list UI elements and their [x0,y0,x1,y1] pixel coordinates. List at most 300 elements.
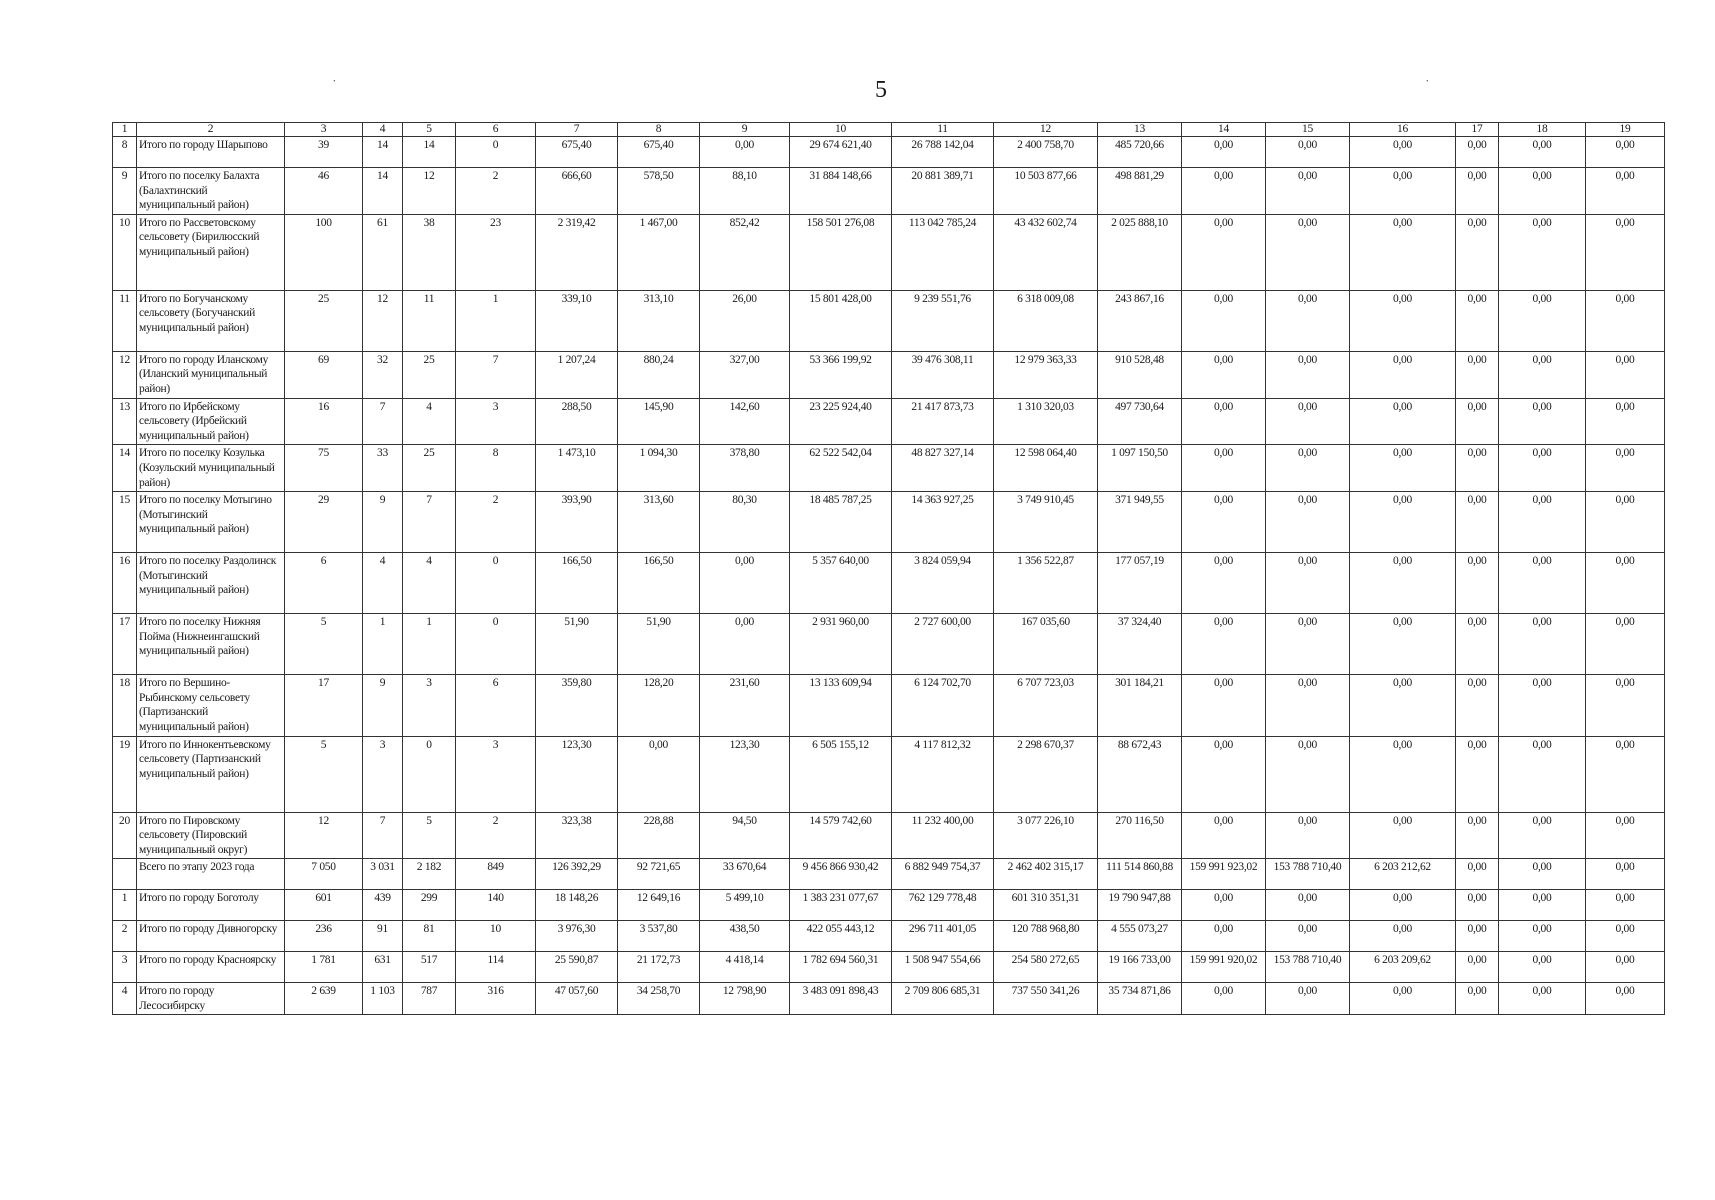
value-cell: 75 [285,445,363,492]
value-cell: 578,50 [618,168,700,215]
value-cell: 26 788 142,04 [892,137,994,168]
value-cell: 6 707 723,03 [994,675,1098,736]
value-cell: 14 [403,137,456,168]
value-cell: 0,00 [1266,398,1350,445]
value-cell: 0,00 [1350,445,1456,492]
value-cell: 5 [285,736,363,812]
value-cell: 0,00 [1182,398,1266,445]
scan-mark: ˙ [1425,78,1430,93]
value-cell: 1 097 150,50 [1098,445,1182,492]
table-row [113,290,1665,351]
value-cell: 9 [363,492,403,553]
value-cell: 0,00 [1266,168,1350,215]
row-number-cell: 11 [113,290,137,351]
value-cell: 31 884 148,66 [790,168,892,215]
value-cell: 3 824 059,94 [892,553,994,614]
value-cell: 17 [285,675,363,736]
row-name-cell: Итого по городу Боготолу [137,890,285,921]
value-cell: 359,80 [536,675,618,736]
column-number: 2 [137,123,285,137]
value-cell: 0,00 [1499,614,1586,675]
value-cell: 2 727 600,00 [892,614,994,675]
value-cell: 12 [403,168,456,215]
value-cell: 0,00 [1456,859,1499,890]
row-name-cell: Итого по поселку Раздолинск (Мотыгинский муниципальный район) [137,553,285,614]
value-cell: 0,00 [1499,214,1586,290]
value-cell: 158 501 276,08 [790,214,892,290]
value-cell: 3 483 091 898,43 [790,983,892,1015]
value-cell: 0,00 [1456,445,1499,492]
value-cell: 0,00 [1586,168,1665,215]
value-cell: 0,00 [1182,290,1266,351]
value-cell: 14 363 927,25 [892,492,994,553]
value-cell: 3 031 [363,859,403,890]
value-cell: 25 [403,351,456,398]
value-cell: 0,00 [1350,290,1456,351]
column-number: 18 [1499,123,1586,137]
value-cell: 88,10 [700,168,790,215]
value-cell: 12 798,90 [700,983,790,1015]
value-cell: 0,00 [1266,214,1350,290]
value-cell: 177 057,19 [1098,553,1182,614]
row-name-cell: Итого по городу Дивногорску [137,921,285,952]
value-cell: 0,00 [1350,614,1456,675]
value-cell: 43 432 602,74 [994,214,1098,290]
value-cell: 1 782 694 560,31 [790,952,892,983]
column-number: 11 [892,123,994,137]
value-cell: 601 [285,890,363,921]
value-cell: 39 [285,137,363,168]
value-cell: 497 730,64 [1098,398,1182,445]
value-cell: 26,00 [700,290,790,351]
column-number: 9 [700,123,790,137]
value-cell: 3 [403,675,456,736]
value-cell: 11 [403,290,456,351]
value-cell: 0,00 [1499,859,1586,890]
value-cell: 128,20 [618,675,700,736]
value-cell: 0,00 [700,614,790,675]
value-cell: 0,00 [1586,492,1665,553]
value-cell: 601 310 351,31 [994,890,1098,921]
value-cell: 0,00 [1350,553,1456,614]
value-cell: 0,00 [1266,675,1350,736]
value-cell: 37 324,40 [1098,614,1182,675]
value-cell: 0,00 [1182,445,1266,492]
row-number-cell: 1 [113,890,137,921]
value-cell: 10 [456,921,536,952]
value-cell: 880,24 [618,351,700,398]
value-cell: 25 [403,445,456,492]
value-cell: 296 711 401,05 [892,921,994,952]
value-cell: 4 [363,553,403,614]
value-cell: 0,00 [1586,890,1665,921]
table-row [113,553,1665,614]
value-cell: 0,00 [1456,168,1499,215]
value-cell: 0,00 [1266,351,1350,398]
value-cell: 167 035,60 [994,614,1098,675]
value-cell: 2 319,42 [536,214,618,290]
row-name-cell: Итого по поселку Мотыгино (Мотыгинский муниципальный район) [137,492,285,553]
value-cell: 0,00 [1266,445,1350,492]
value-cell: 0,00 [1182,736,1266,812]
value-cell: 92 721,65 [618,859,700,890]
table-row [113,214,1665,290]
value-cell: 3 077 226,10 [994,812,1098,859]
column-number: 13 [1098,123,1182,137]
value-cell: 18 148,26 [536,890,618,921]
row-number-cell: 15 [113,492,137,553]
value-cell: 6 505 155,12 [790,736,892,812]
table-row [113,445,1665,492]
value-cell: 1 310 320,03 [994,398,1098,445]
value-cell: 675,40 [536,137,618,168]
value-cell: 47 057,60 [536,983,618,1015]
value-cell: 0,00 [1499,675,1586,736]
value-cell: 94,50 [700,812,790,859]
value-cell: 1 [403,614,456,675]
value-cell: 9 [363,675,403,736]
value-cell: 0,00 [1266,553,1350,614]
value-cell: 5 [403,812,456,859]
value-cell: 299 [403,890,456,921]
table-row [113,614,1665,675]
value-cell: 0,00 [1586,952,1665,983]
value-cell: 91 [363,921,403,952]
value-cell: 393,90 [536,492,618,553]
value-cell: 88 672,43 [1098,736,1182,812]
value-cell: 0,00 [1499,890,1586,921]
value-cell: 12 [285,812,363,859]
value-cell: 0,00 [1350,890,1456,921]
value-cell: 498 881,29 [1098,168,1182,215]
value-cell: 327,00 [700,351,790,398]
value-cell: 6 203 209,62 [1350,952,1456,983]
value-cell: 0,00 [1586,736,1665,812]
value-cell: 14 579 742,60 [790,812,892,859]
column-number: 5 [403,123,456,137]
value-cell: 0,00 [1456,890,1499,921]
value-cell: 0,00 [1586,398,1665,445]
value-cell: 422 055 443,12 [790,921,892,952]
value-cell: 21 417 873,73 [892,398,994,445]
value-cell: 12 979 363,33 [994,351,1098,398]
value-cell: 39 476 308,11 [892,351,994,398]
table-row [113,983,1665,1015]
value-cell: 0,00 [1182,351,1266,398]
column-number: 19 [1586,123,1665,137]
row-number-cell: 13 [113,398,137,445]
value-cell: 0,00 [1456,137,1499,168]
value-cell: 0,00 [1456,983,1499,1015]
value-cell: 23 [456,214,536,290]
value-cell: 0,00 [1499,492,1586,553]
row-number-cell: 10 [113,214,137,290]
value-cell: 0 [456,553,536,614]
value-cell: 51,90 [536,614,618,675]
row-number-cell: 3 [113,952,137,983]
value-cell: 0,00 [1350,812,1456,859]
value-cell: 0,00 [1586,983,1665,1015]
value-cell: 0,00 [1499,398,1586,445]
value-cell: 0,00 [1499,921,1586,952]
value-cell: 0,00 [1182,812,1266,859]
value-cell: 35 734 871,86 [1098,983,1182,1015]
value-cell: 2 182 [403,859,456,890]
value-cell: 29 674 621,40 [790,137,892,168]
value-cell: 0,00 [1266,736,1350,812]
value-cell: 0,00 [1456,553,1499,614]
value-cell: 0,00 [1350,983,1456,1015]
value-cell: 38 [403,214,456,290]
value-cell: 0,00 [1499,290,1586,351]
value-cell: 32 [363,351,403,398]
row-name-cell: Итого по поселку Козулька (Козульский муниципальный район) [137,445,285,492]
value-cell: 0,00 [1266,614,1350,675]
value-cell: 666,60 [536,168,618,215]
value-cell: 0,00 [1499,952,1586,983]
value-cell: 4 [403,553,456,614]
value-cell: 123,30 [700,736,790,812]
value-cell: 123,30 [536,736,618,812]
value-cell: 0,00 [1456,492,1499,553]
value-cell: 7 [363,812,403,859]
value-cell: 7 [456,351,536,398]
value-cell: 3 [363,736,403,812]
value-cell: 7 [403,492,456,553]
row-number-cell: 14 [113,445,137,492]
value-cell: 0,00 [1266,812,1350,859]
value-cell: 9 239 551,76 [892,290,994,351]
value-cell: 0,00 [1266,983,1350,1015]
value-cell: 140 [456,890,536,921]
value-cell: 0,00 [1586,445,1665,492]
value-cell: 8 [456,445,536,492]
value-cell: 1 473,10 [536,445,618,492]
row-number-cell: 16 [113,553,137,614]
table-row [113,859,1665,890]
value-cell: 20 881 389,71 [892,168,994,215]
row-number-cell: 2 [113,921,137,952]
value-cell: 4 117 812,32 [892,736,994,812]
value-cell: 0,00 [1350,214,1456,290]
value-cell: 46 [285,168,363,215]
value-cell: 3 [456,398,536,445]
value-cell: 33 [363,445,403,492]
value-cell: 12 598 064,40 [994,445,1098,492]
value-cell: 371 949,55 [1098,492,1182,553]
table-row [113,168,1665,215]
value-cell: 270 116,50 [1098,812,1182,859]
value-cell: 0,00 [1182,168,1266,215]
row-number-cell: 17 [113,614,137,675]
value-cell: 0,00 [1350,736,1456,812]
value-cell: 11 232 400,00 [892,812,994,859]
row-name-cell: Итого по поселку Нижняя Пойма (Нижнеингашский муниципальный район) [137,614,285,675]
value-cell: 29 [285,492,363,553]
value-cell: 18 485 787,25 [790,492,892,553]
table-row [113,398,1665,445]
value-cell: 1 508 947 554,66 [892,952,994,983]
value-cell: 4 418,14 [700,952,790,983]
row-name-cell: Итого по Богучанскому сельсовету (Богучанский муниципальный район) [137,290,285,351]
value-cell: 1 [363,614,403,675]
value-cell: 33 670,64 [700,859,790,890]
table-row [113,492,1665,553]
value-cell: 0,00 [1182,214,1266,290]
value-cell: 316 [456,983,536,1015]
value-cell: 53 366 199,92 [790,351,892,398]
value-cell: 0,00 [1456,214,1499,290]
value-cell: 1 356 522,87 [994,553,1098,614]
value-cell: 7 [363,398,403,445]
value-cell: 0,00 [700,137,790,168]
value-cell: 0,00 [1456,952,1499,983]
value-cell: 145,90 [618,398,700,445]
value-cell: 0,00 [1182,921,1266,952]
value-cell: 0,00 [1586,553,1665,614]
table-row [113,736,1665,812]
value-cell: 25 590,87 [536,952,618,983]
value-cell: 313,60 [618,492,700,553]
value-cell: 0,00 [1350,168,1456,215]
row-number-cell: 8 [113,137,137,168]
value-cell: 0,00 [1182,675,1266,736]
value-cell: 438,50 [700,921,790,952]
value-cell: 81 [403,921,456,952]
value-cell: 0,00 [1586,859,1665,890]
value-cell: 378,80 [700,445,790,492]
row-name-cell: Всего по этапу 2023 года [137,859,285,890]
value-cell: 0,00 [1266,137,1350,168]
value-cell: 120 788 968,80 [994,921,1098,952]
value-cell: 159 991 920,02 [1182,952,1266,983]
row-name-cell: Итого по городу Шарыпово [137,137,285,168]
table-row [113,890,1665,921]
row-number-cell: 9 [113,168,137,215]
value-cell: 1 781 [285,952,363,983]
value-cell: 0 [456,137,536,168]
column-number: 12 [994,123,1098,137]
value-cell: 126 392,29 [536,859,618,890]
value-cell: 0 [403,736,456,812]
value-cell: 25 [285,290,363,351]
value-cell: 254 580 272,65 [994,952,1098,983]
value-cell: 14 [363,168,403,215]
value-cell: 4 [403,398,456,445]
value-cell: 0,00 [1182,890,1266,921]
value-cell: 6 [456,675,536,736]
value-cell: 0 [456,614,536,675]
column-number: 16 [1350,123,1456,137]
value-cell: 231,60 [700,675,790,736]
value-cell: 5 499,10 [700,890,790,921]
row-name-cell: Итого по Пировскому сельсовету (Пировский муниципальный округ) [137,812,285,859]
value-cell: 2 709 806 685,31 [892,983,994,1015]
value-cell: 1 207,24 [536,351,618,398]
column-number: 10 [790,123,892,137]
value-cell: 0,00 [1586,290,1665,351]
value-cell: 0,00 [1350,137,1456,168]
page-number: 5 [875,77,887,103]
value-cell: 6 [285,553,363,614]
column-number-row [113,123,1665,137]
value-cell: 0,00 [1266,890,1350,921]
value-cell: 0,00 [1182,137,1266,168]
column-number: 8 [618,123,700,137]
column-number: 15 [1266,123,1350,137]
value-cell: 142,60 [700,398,790,445]
value-cell: 0,00 [1266,921,1350,952]
value-cell: 5 [285,614,363,675]
value-cell: 114 [456,952,536,983]
value-cell: 0,00 [1182,983,1266,1015]
row-number-cell: 4 [113,983,137,1015]
value-cell: 12 649,16 [618,890,700,921]
row-name-cell: Итого по Иннокентьевскому сельсовету (Партизанский муниципальный район) [137,736,285,812]
value-cell: 69 [285,351,363,398]
value-cell: 0,00 [1266,492,1350,553]
value-cell: 62 522 542,04 [790,445,892,492]
value-cell: 0,00 [1182,553,1266,614]
value-cell: 0,00 [1456,736,1499,812]
value-cell: 0,00 [1586,675,1665,736]
value-cell: 762 129 778,48 [892,890,994,921]
value-cell: 485 720,66 [1098,137,1182,168]
row-number-cell [113,859,137,890]
value-cell: 0,00 [1586,351,1665,398]
value-cell: 16 [285,398,363,445]
value-cell: 910 528,48 [1098,351,1182,398]
value-cell: 2 [456,812,536,859]
value-cell: 0,00 [1456,351,1499,398]
value-cell: 100 [285,214,363,290]
value-cell: 0,00 [1499,445,1586,492]
value-cell: 19 790 947,88 [1098,890,1182,921]
value-cell: 15 801 428,00 [790,290,892,351]
value-cell: 1 [456,290,536,351]
value-cell: 2 298 670,37 [994,736,1098,812]
value-cell: 2 [456,492,536,553]
value-cell: 111 514 860,88 [1098,859,1182,890]
value-cell: 159 991 923,02 [1182,859,1266,890]
value-cell: 849 [456,859,536,890]
value-cell: 153 788 710,40 [1266,859,1350,890]
value-cell: 0,00 [1499,168,1586,215]
data-table [112,122,1665,1015]
value-cell: 0,00 [1499,137,1586,168]
value-cell: 1 103 [363,983,403,1015]
value-cell: 1 094,30 [618,445,700,492]
value-cell: 14 [363,137,403,168]
value-cell: 0,00 [1586,921,1665,952]
table-row [113,812,1665,859]
table-row [113,921,1665,952]
value-cell: 0,00 [1499,736,1586,812]
value-cell: 5 357 640,00 [790,553,892,614]
value-cell: 0,00 [1456,812,1499,859]
value-cell: 852,42 [700,214,790,290]
column-number: 17 [1456,123,1499,137]
table-row [113,351,1665,398]
table-row [113,952,1665,983]
value-cell: 0,00 [1586,214,1665,290]
value-cell: 166,50 [618,553,700,614]
row-number-cell: 12 [113,351,137,398]
value-cell: 4 555 073,27 [1098,921,1182,952]
value-cell: 3 [456,736,536,812]
value-cell: 34 258,70 [618,983,700,1015]
value-cell: 0,00 [1499,812,1586,859]
